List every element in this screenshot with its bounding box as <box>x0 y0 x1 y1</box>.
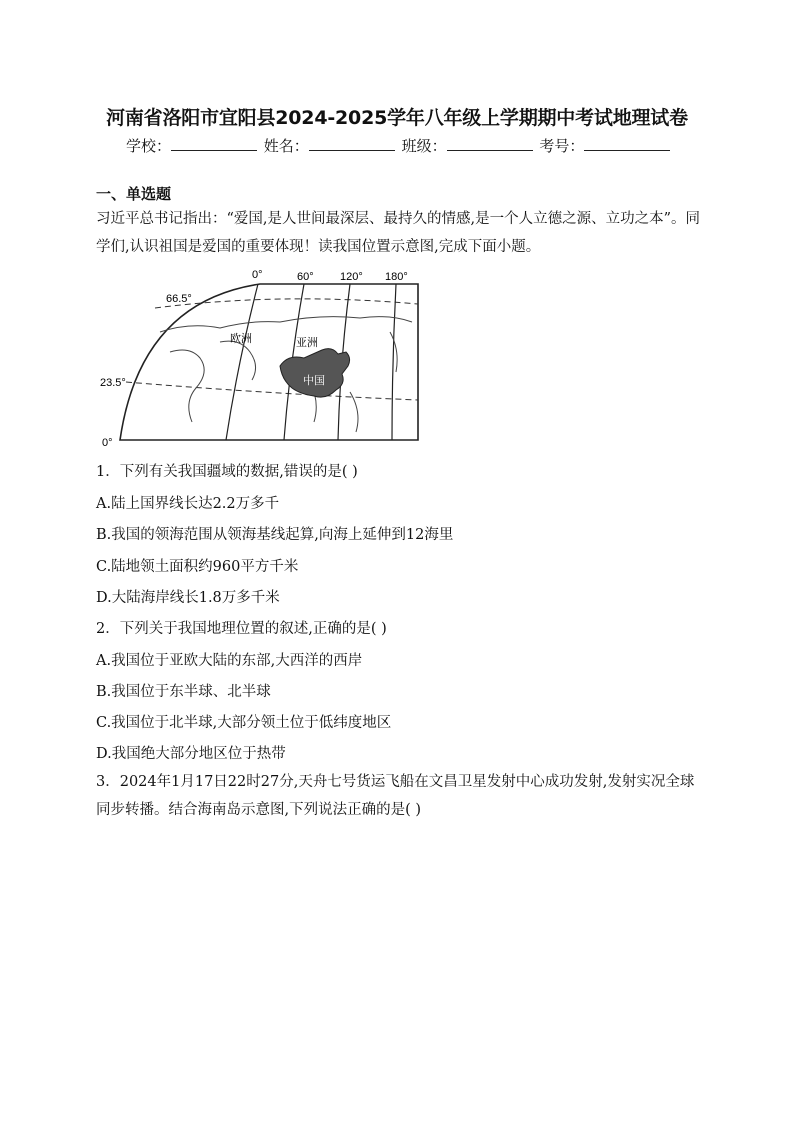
question-2-option-c[interactable]: C.我国位于北半球,大部分领土位于低纬度地区 <box>96 715 392 731</box>
lat-label-66: 66.5° <box>166 293 192 305</box>
lat-label-23: 23.5° <box>100 377 126 389</box>
number-field[interactable] <box>584 138 670 151</box>
question-1-option-c[interactable]: C.陆地领土面积约960平方千米 <box>96 559 299 575</box>
question-1-option-a[interactable]: A.陆上国界线长达2.2万多千 <box>96 496 280 512</box>
question-2-stem: 2．下列关于我国地理位置的叙述,正确的是( ) <box>96 621 387 637</box>
question-1-option-d[interactable]: D.大陆海岸线长1.8万多千米 <box>96 590 280 606</box>
lon-label-60: 60° <box>297 271 314 283</box>
question-1-option-b[interactable]: B.我国的领海范围从领海基线起算,向海上延伸到12海里 <box>96 527 454 543</box>
question-2-option-a[interactable]: A.我国位于亚欧大陆的东部,大西洋的西岸 <box>96 653 363 669</box>
question-3-stem: 3．2024年1月17日22时27分,天舟七号货运飞船在文昌卫星发射中心成功发射,发射实况全球同步转播。结合海南岛示意图,下列说法正确的是( ) <box>96 774 695 818</box>
lon-label-0: 0° <box>252 269 263 281</box>
number-label: 考号： <box>539 137 585 155</box>
lat-label-0: 0° <box>102 437 113 448</box>
student-info-line <box>126 135 672 156</box>
china-label: 中国 <box>303 374 325 387</box>
school-label: 学校： <box>126 137 172 155</box>
name-label: 姓名： <box>263 137 309 155</box>
question-2-option-b[interactable]: B.我国位于东半球、北半球 <box>96 684 271 700</box>
class-field[interactable] <box>447 138 533 151</box>
name-field[interactable] <box>309 138 395 151</box>
asia-label: 亚洲 <box>296 336 318 349</box>
lon-label-120: 120° <box>340 271 363 283</box>
class-label: 班级： <box>401 137 447 155</box>
section-heading: 一、单选题 <box>96 185 172 203</box>
intro-paragraph: 习近平总书记指出：“爱国,是人世间最深层、最持久的情感,是一个人立德之源、立功之本”。同学们,认识祖国是爱国的重要体现！读我国位置示意图,完成下面小题。 <box>96 211 701 255</box>
question-2-option-d[interactable]: D.我国绝大部分地区位于热带 <box>96 746 286 762</box>
lon-label-180: 180° <box>385 271 408 283</box>
school-field[interactable] <box>171 138 257 151</box>
page-title: 河南省洛阳市宜阳县2024-2025学年八年级上学期期中考试地理试卷 <box>106 107 688 129</box>
china-location-map <box>100 262 430 448</box>
question-1-stem: 1．下列有关我国疆域的数据,错误的是( ) <box>96 464 358 480</box>
europe-label: 欧洲 <box>230 332 252 345</box>
map-frame <box>120 284 418 440</box>
